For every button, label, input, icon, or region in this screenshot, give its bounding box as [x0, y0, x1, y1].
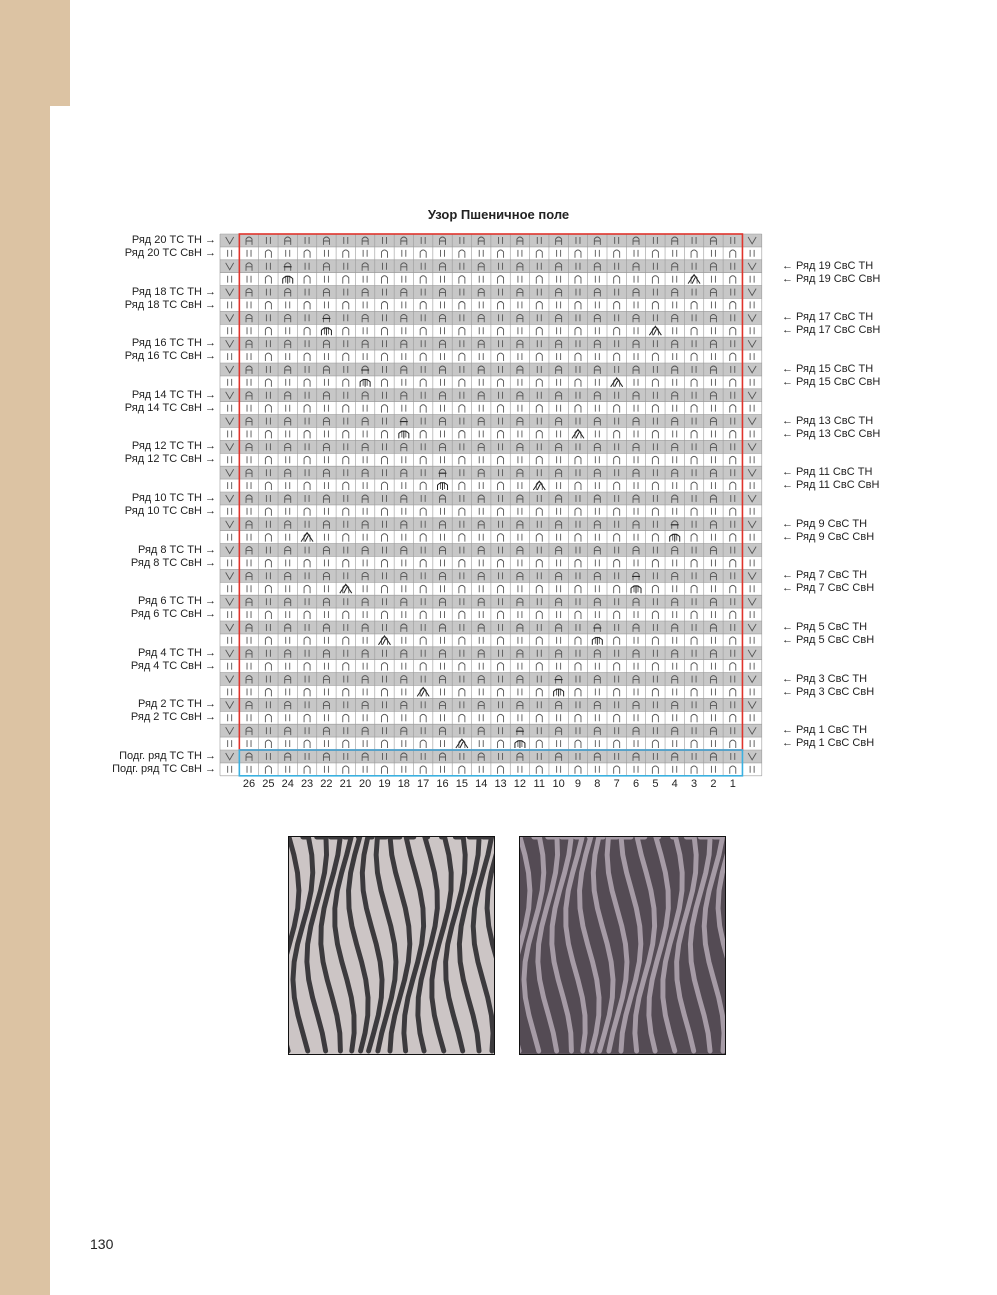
right-row-label: ← Ряд 9 СвС СвН — [782, 530, 875, 543]
swatch-photo-dark — [519, 836, 726, 1055]
column-number: 3 — [691, 778, 698, 790]
column-number: 14 — [475, 778, 488, 790]
left-row-label: Ряд 16 ТС СвН → — [124, 350, 216, 363]
column-number: 16 — [436, 778, 449, 790]
right-row-label: ← Ряд 5 СвС ТН — [782, 621, 868, 633]
left-row-label: Ряд 16 ТС ТН → — [131, 337, 216, 350]
left-row-label: Подг. ряд ТС ТН → — [119, 750, 216, 762]
left-row-label: Ряд 6 ТС СвН → — [130, 608, 216, 621]
column-number: 15 — [455, 778, 468, 790]
left-row-label: Ряд 4 ТС ТН → — [137, 646, 216, 659]
column-number: 12 — [513, 778, 527, 790]
left-row-label: Подг. ряд ТС СвН → — [112, 762, 216, 775]
right-row-label: ← Ряд 19 СвС ТН — [782, 259, 874, 272]
left-row-label: Ряд 8 ТС ТН → — [137, 543, 216, 556]
left-row-label: Ряд 12 ТС ТН → — [131, 440, 216, 453]
right-row-label: ← Ряд 11 СвС ТН — [782, 466, 873, 479]
left-row-label: Ряд 10 ТС ТН → — [131, 492, 216, 504]
right-row-label: ← Ряд 13 СвС СвН — [782, 427, 881, 440]
right-row-label: ← Ряд 7 СвС СвН — [782, 582, 875, 595]
column-number: 20 — [359, 778, 372, 790]
column-number: 25 — [262, 778, 275, 790]
right-row-label: ← Ряд 1 СвС ТН — [782, 724, 868, 737]
column-number: 11 — [533, 778, 545, 790]
page-number: 130 — [90, 1236, 114, 1252]
left-row-label: Ряд 18 ТС СвН → — [124, 298, 216, 311]
left-row-label: Ряд 8 ТС СвН → — [130, 556, 216, 569]
column-number: 22 — [320, 778, 333, 790]
right-row-label: ← Ряд 13 СвС ТН — [782, 414, 874, 427]
right-row-label: ← Ряд 17 СвС ТН — [782, 311, 874, 324]
column-number: 4 — [671, 778, 678, 790]
column-number: 6 — [632, 778, 640, 790]
column-number: 2 — [710, 778, 717, 790]
right-row-label: ← Ряд 15 СвС ТН — [782, 363, 874, 375]
left-row-label: Ряд 14 ТС ТН → — [131, 388, 216, 401]
left-row-label: Ряд 20 ТС ТН → — [131, 234, 216, 246]
left-row-label: Ряд 12 ТС СвН → — [124, 453, 216, 466]
swatch-photo-light — [288, 836, 495, 1055]
column-number: 24 — [281, 778, 294, 790]
right-row-label: ← Ряд 11 СвС СвН — [782, 479, 880, 492]
right-row-label: ← Ряд 19 СвС СвН — [782, 272, 881, 285]
column-number: 23 — [300, 778, 314, 790]
column-number: 17 — [417, 778, 430, 790]
column-number: 5 — [652, 778, 659, 790]
column-number: 7 — [613, 778, 620, 790]
right-row-label: ← Ряд 5 СвС СвН — [782, 633, 875, 646]
right-row-label: ← Ряд 3 СвС ТН — [782, 672, 868, 685]
column-number: 10 — [552, 778, 565, 790]
column-number: 18 — [397, 778, 410, 790]
right-row-label: ← Ряд 7 СвС ТН — [782, 569, 868, 582]
left-row-label: Ряд 20 ТС СвН → — [124, 246, 216, 259]
column-number: 1 — [729, 778, 736, 790]
left-row-label: Ряд 2 ТС ТН → — [137, 698, 216, 711]
left-row-label: Ряд 10 ТС СвН → — [124, 504, 216, 517]
chart-title: Узор Пшеничное поле — [427, 207, 570, 222]
left-row-label: Ряд 6 ТС ТН → — [137, 595, 216, 608]
left-row-label: Ряд 18 ТС ТН → — [131, 285, 216, 298]
right-row-label: ← Ряд 15 СвС СвН — [782, 375, 881, 388]
column-number: 13 — [494, 778, 507, 790]
right-row-label: ← Ряд 9 СвС ТН — [782, 517, 868, 530]
left-row-label: Ряд 4 ТС СвН → — [130, 659, 216, 672]
column-number: 19 — [378, 778, 391, 790]
column-number: 21 — [339, 778, 352, 790]
left-row-label: Ряд 2 ТС СвН → — [130, 711, 216, 724]
column-number: 9 — [574, 778, 582, 790]
column-number: 26 — [242, 778, 256, 790]
right-row-label: ← Ряд 17 СвС СвН — [782, 324, 881, 337]
right-row-label: ← Ряд 1 СвС СвН — [782, 737, 875, 750]
column-number: 8 — [594, 778, 601, 790]
right-row-label: ← Ряд 3 СвС СвН — [782, 685, 875, 698]
left-row-label: Ряд 14 ТС СвН → — [124, 401, 216, 414]
